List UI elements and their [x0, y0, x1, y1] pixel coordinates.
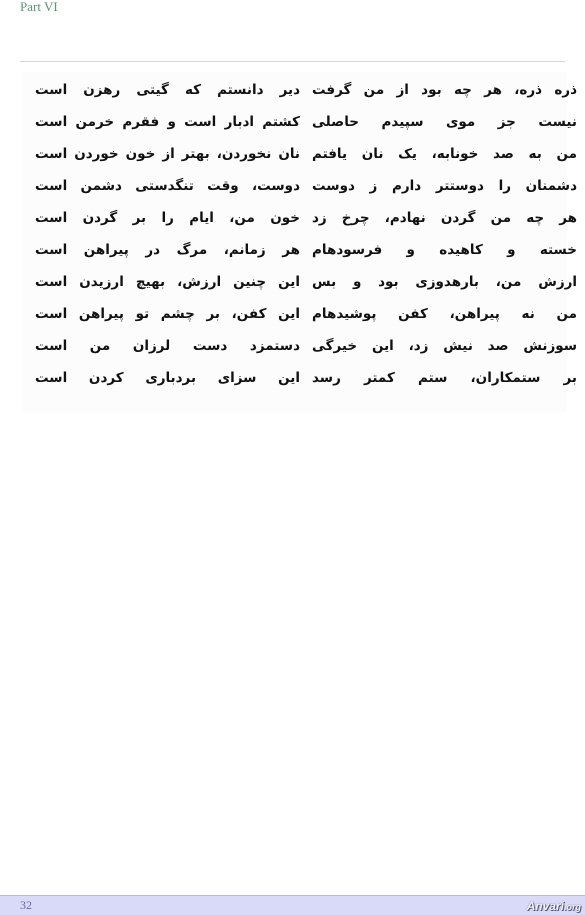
part-label: Part VI: [20, 0, 58, 14]
verse-right-9: سوزنش صد نیش زد، این خیرگی: [312, 338, 577, 354]
watermark-tld: .org: [564, 902, 581, 912]
verse-right-2: نیست جز موی سپیدم حاصلی: [312, 114, 577, 130]
verse-left-2: کشتم ادبار است و فقرم خرمن است: [35, 114, 300, 130]
verse-right-4: دشمنان را دوستتر دارم ز دوست: [312, 178, 577, 194]
verse-right-1: ذره ذره، هر چه بود از من گرفت: [312, 82, 577, 98]
header-divider: [20, 61, 565, 62]
verse-left-4: دوست، وقت تنگدستی دشمن است: [35, 178, 300, 194]
verse-left-7: این چنین ارزش، بهیچ ارزیدن است: [35, 274, 300, 290]
verse-right-6: خسته و کاهیده و فرسودهام: [312, 242, 577, 258]
verse-right-10: بر ستمکاران، ستم کمتر رسد: [312, 370, 577, 386]
verse-left-6: هر زمانم، مرگ در پیراهن است: [35, 242, 300, 258]
verse-left-10: این سزای بردباری کردن است: [35, 370, 300, 386]
verse-left-5: خون من، ایام را بر گردن است: [35, 210, 300, 226]
watermark-name: Anvari: [526, 899, 564, 913]
footer-bar: [0, 895, 585, 915]
verse-left-9: دستمزد دست لرزان من است: [35, 338, 300, 354]
verse-right-3: من به صد خونابه، یک نان یافتم: [312, 146, 577, 162]
site-watermark: [527, 898, 581, 915]
verse-left-8: این کفن، بر چشم تو پیراهن است: [35, 306, 300, 322]
verse-right-7: ارزش من، بارهدوزی بود و بس: [312, 274, 577, 290]
verse-left-1: دیر دانستم که گیتی رهزن است: [35, 82, 300, 98]
verse-right-5: هر چه من گردن نهادم، چرخ زد: [312, 210, 577, 226]
page-number: 32: [20, 898, 32, 912]
poem-block: [22, 72, 577, 412]
verse-right-8: من نه پیراهن، کفن پوشیدهام: [312, 306, 577, 322]
verse-left-3: نان نخوردن، بهتر از خون خوردن است: [35, 146, 300, 162]
